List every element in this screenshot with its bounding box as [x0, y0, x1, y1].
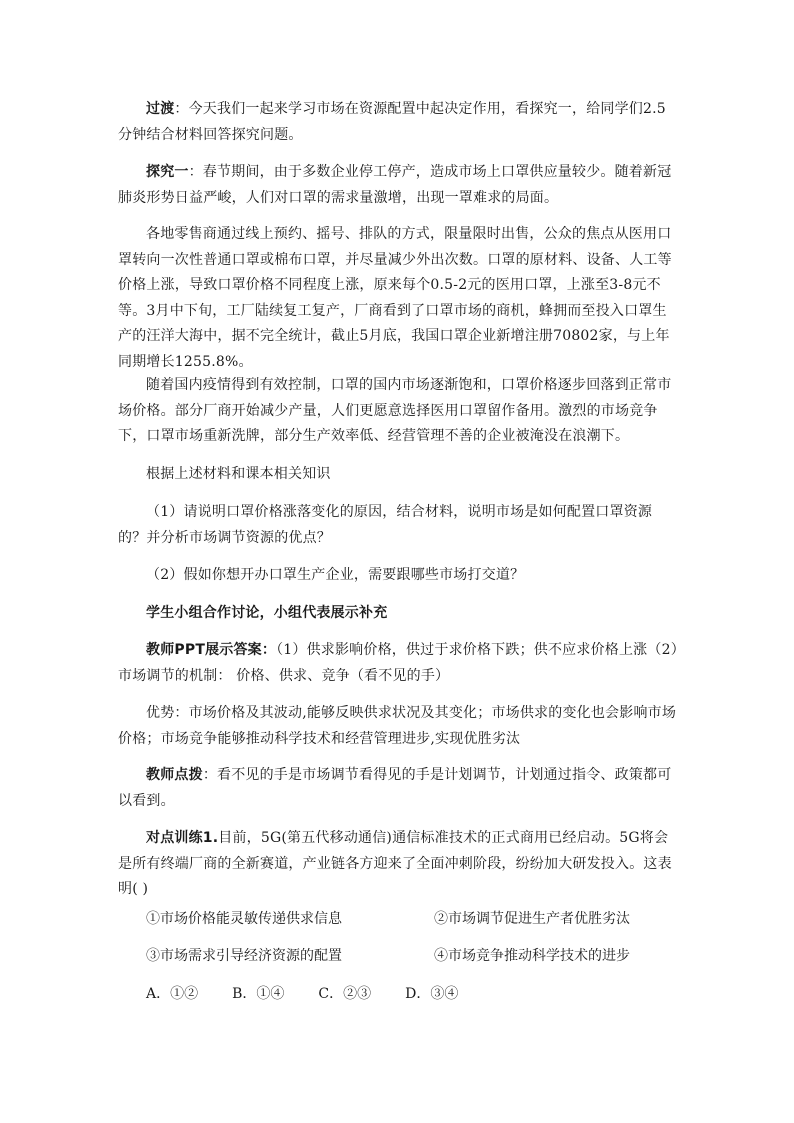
teacher-answer-paragraph [118, 638, 678, 689]
teacher-guidance-paragraph [118, 763, 678, 814]
teacher-answer-label: 教师PPT展示答案： [146, 642, 277, 658]
advantages-paragraph: 优势：市场价格及其波动,能够反映供求状况及其变化；市场供求的变化也会影响市场价格；市场竞争能够推动科学技术和经营管理进步,实现优胜劣汰 [118, 705, 677, 747]
material-paragraph-retail: 各地零售商通过线上预约、摇号、排队的方式，限量限时出售，公众的焦点从医用口罩转向一次性普通口罩或棉布口罩，并尽量减少外出次数。口罩的原材料、设备、人工等价格上涨，导致口罩价格不同程度上涨，原来每个0.5-2元的医用口罩，上涨至3-8元不等。3月中下旬，工厂陆续复工复产，厂商看到了口罩市场的商机，蜂拥而至投入口罩生产的汪洋大海中，据不完全统计，截止5月底，我国口罩企业新增注册70802家，与上年同期增长1255.8%。 [118, 226, 672, 370]
practice-question-text: 目前，5G(第五代移动通信)通信标准技术的正式商用已经启动。5G将会是所有终端厂商的全新赛道，产业链各方迎来了全面冲刺阶段，纷纷加大研发投入。这表明( ) [118, 830, 672, 898]
option-4: ④市场竞争推动科学技术的进步 [434, 948, 630, 964]
inquiry-one-paragraph [118, 160, 678, 211]
group-discussion-note: 学生小组合作讨论，小组代表展示补充 [146, 605, 388, 621]
answer-choices [146, 984, 492, 1004]
option-1: ①市场价格能灵敏传递供求信息 [146, 911, 342, 927]
transition-paragraph [118, 97, 678, 148]
question-one: （1）请说明口罩价格涨落变化的原因，结合材料，说明市场是如何配置口罩资源的？并分析市场调节资源的优点？ [118, 504, 653, 546]
teacher-guidance-label: 教师点拨 [146, 767, 203, 783]
material-paragraph-recovery: 随着国内疫情得到有效控制，口罩的国内市场逐渐饱和，口罩价格逐步回落到正常市场价格。部分厂商开始减少产量，人们更愿意选择医用口罩留作备用。激烈的市场竞争下，口罩市场重新洗牌，部分生产效率低、经营管理不善的企业被淹没在浪潮下。 [118, 377, 672, 445]
choice-c: C．②③ [318, 986, 372, 1002]
transition-label: 过渡 [146, 101, 175, 117]
transition-text: ：今天我们一起来学习市场在资源配置中起决定作用，看探究一，给同学们2.5分钟结合材料回答探究问题。 [118, 101, 666, 143]
inquiry-one-label: 探究一 [146, 164, 189, 180]
inquiry-one-text: ：春节期间，由于多数企业停工停产，造成市场上口罩供应量较少。随着新冠肺炎形势日益严峻，人们对口罩的需求量激增，出现一罩难求的局面。 [118, 164, 672, 206]
teacher-guidance-text: ：看不见的手是市场调节看得见的手是计划调节，计划通过指令、政策都可以看到。 [118, 767, 672, 809]
choice-a: A．①② [146, 986, 199, 1002]
option-2: ②市场调节促进生产者优胜劣汰 [434, 911, 630, 927]
practice-question [118, 826, 678, 903]
option-3: ③市场需求引导经济资源的配置 [146, 948, 342, 964]
practice-question-label: 对点训练1. [146, 830, 219, 846]
instruction-paragraph: 根据上述材料和课本相关知识 [146, 466, 331, 482]
teacher-answer-text: （1）供求影响价格，供过于求价格下跌；供不应求价格上涨（2）市场调节的机制： 价格、供求、竞争（看不见的手） [118, 642, 678, 684]
choice-b: B．①④ [232, 986, 285, 1002]
question-two: （2）假如你想开办口罩生产企业，需要跟哪些市场打交道？ [146, 567, 525, 583]
choice-d: D．③④ [405, 986, 459, 1002]
